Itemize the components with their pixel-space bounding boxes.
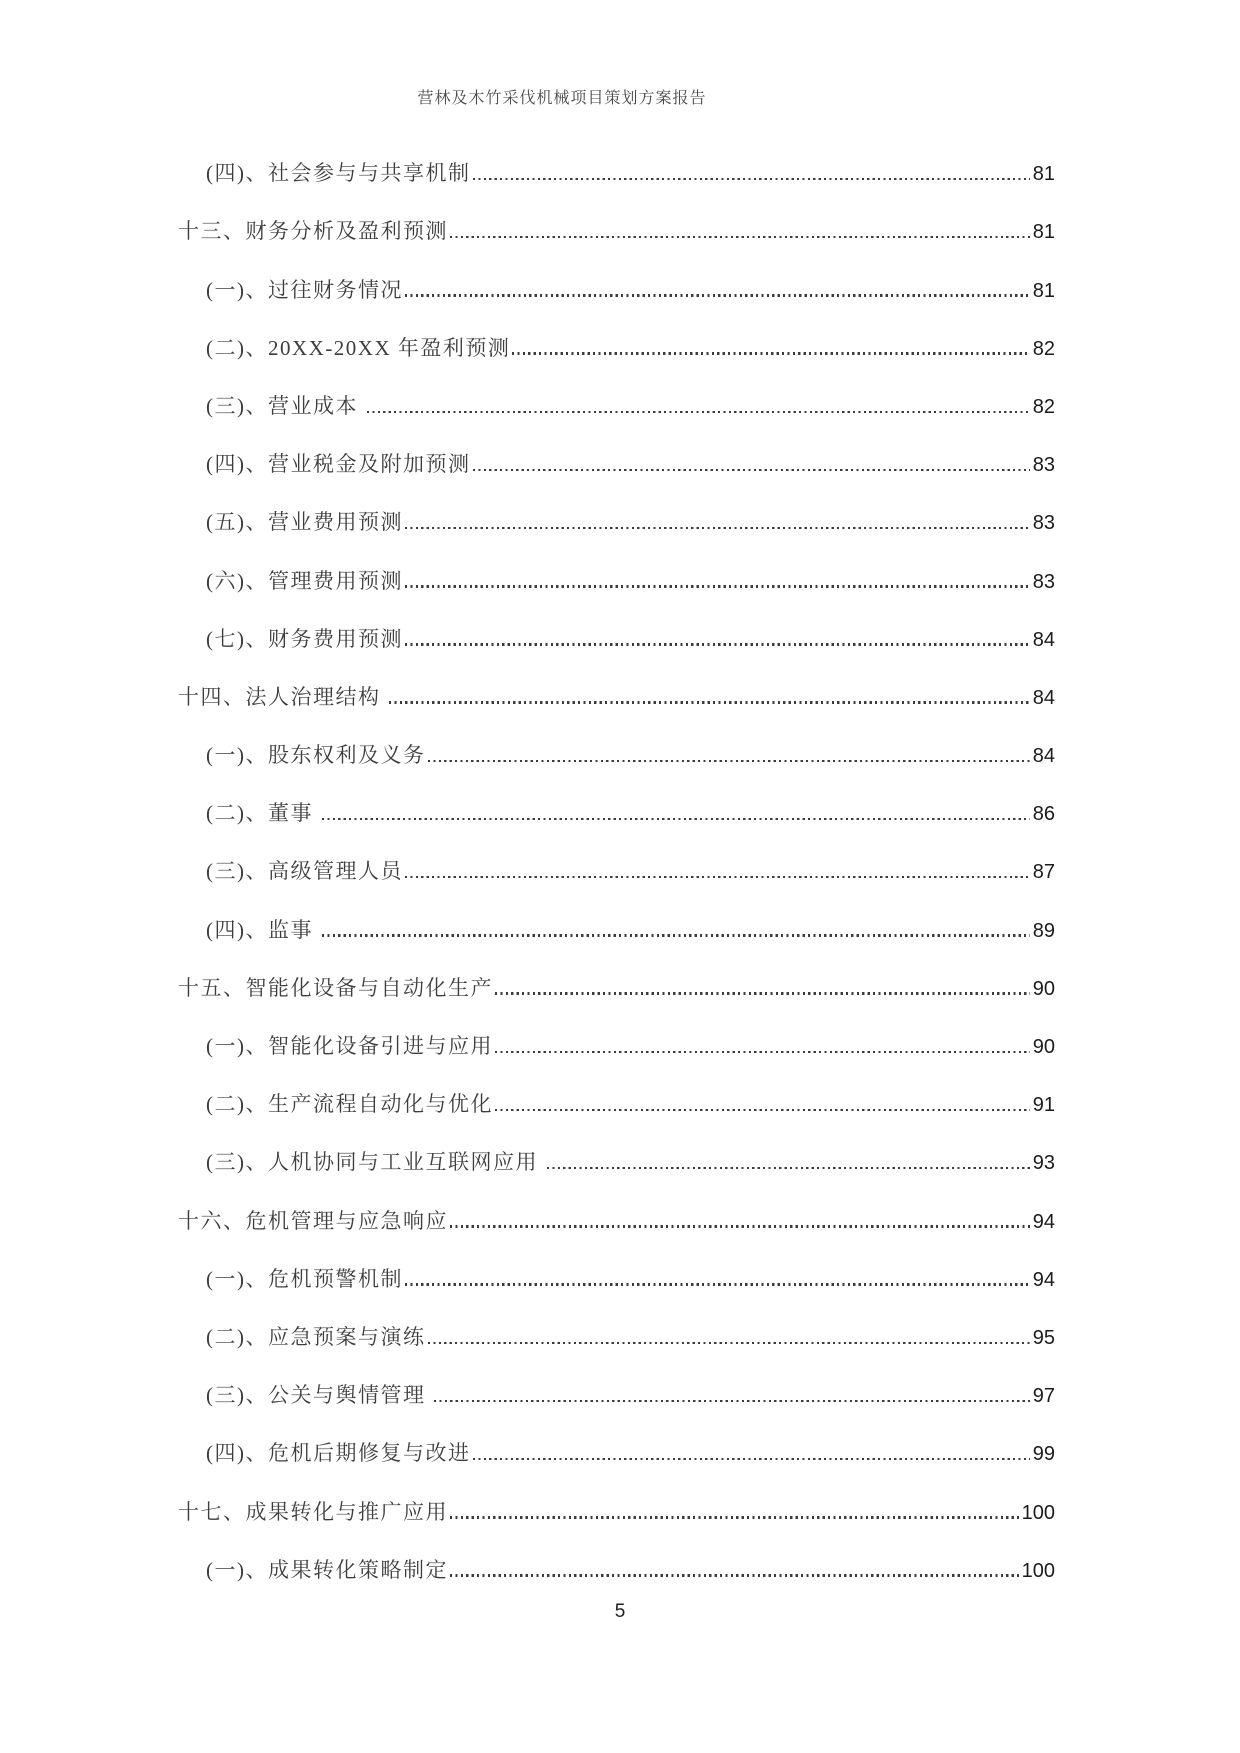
toc-dot-leader [389, 701, 1030, 703]
toc-entry[interactable] [178, 1130, 1055, 1188]
toc-dot-leader [495, 1051, 1030, 1053]
toc-entry[interactable] [178, 1014, 1055, 1072]
toc-dot-leader [405, 643, 1030, 645]
toc-entry-label: (一)、过往财务情况 [206, 277, 403, 302]
toc-dot-leader [450, 1225, 1030, 1227]
toc-entry-label: (三)、人机协同与工业互联网应用 [206, 1150, 545, 1175]
toc-entry-label: (三)、公关与舆情管理 [206, 1383, 433, 1408]
toc-entry[interactable] [178, 1479, 1055, 1537]
toc-entry-page-number: 82 [1032, 337, 1055, 360]
toc-entry-label: (四)、营业税金及附加预测 [206, 452, 471, 477]
toc-entry-page-number: 83 [1032, 570, 1055, 593]
toc-entry[interactable] [178, 897, 1055, 955]
toc-entry-label: (一)、成果转化策略制定 [206, 1557, 448, 1582]
footer-page-number: 5 [614, 1601, 626, 1622]
toc-dot-leader [405, 876, 1030, 878]
toc-entry-label: (三)、高级管理人员 [206, 859, 403, 884]
toc-dot-leader [367, 411, 1030, 413]
toc-entry-page-number: 95 [1032, 1326, 1055, 1349]
toc-dot-leader [322, 934, 1030, 936]
toc-dot-leader [547, 1167, 1030, 1169]
toc-dot-leader [322, 818, 1030, 820]
toc-entry[interactable] [178, 374, 1055, 432]
toc-entry-page-number: 83 [1032, 512, 1055, 535]
toc-entry-label: (一)、股东权利及义务 [206, 743, 426, 768]
toc-entry-label: 十六、危机管理与应急响应 [178, 1208, 448, 1233]
toc-entry-page-number: 100 [1021, 1559, 1055, 1582]
toc-entry[interactable] [178, 665, 1055, 723]
toc-entry-label: (三)、营业成本 [206, 393, 365, 418]
toc-entry-page-number: 84 [1032, 745, 1055, 768]
toc-entry[interactable] [178, 1188, 1055, 1246]
toc-dot-leader [434, 1400, 1030, 1402]
toc-entry-page-number: 86 [1032, 803, 1055, 826]
toc-entry-label: 十三、财务分析及盈利预测 [178, 219, 448, 244]
toc-entry-label: (二)、生产流程自动化与优化 [206, 1092, 493, 1117]
toc-entry-label: (五)、营业费用预测 [206, 510, 403, 535]
toc-entry[interactable] [178, 257, 1055, 315]
toc-dot-leader [405, 1283, 1030, 1285]
toc-entry-page-number: 82 [1032, 395, 1055, 418]
toc-entry-page-number: 81 [1032, 163, 1055, 186]
toc-entry-label: (二)、应急预案与演练 [206, 1324, 426, 1349]
toc-dot-leader [495, 1109, 1030, 1111]
toc-dot-leader [450, 1574, 1019, 1576]
toc-entry-label: 十五、智能化设备与自动化生产 [178, 975, 493, 1000]
toc-dot-leader [473, 469, 1030, 471]
toc-dot-leader [495, 992, 1030, 994]
toc-entry[interactable] [178, 1072, 1055, 1130]
toc-entry-page-number: 84 [1032, 628, 1055, 651]
toc-entry-label: (一)、危机预警机制 [206, 1266, 403, 1291]
toc-entry-page-number: 93 [1032, 1152, 1055, 1175]
toc-entry[interactable] [178, 956, 1055, 1014]
toc-entry-label: (七)、财务费用预测 [206, 626, 403, 651]
toc-entry-page-number: 81 [1032, 279, 1055, 302]
toc-entry-page-number: 90 [1032, 1036, 1055, 1058]
toc-dot-leader [405, 585, 1030, 587]
toc-entry-page-number: 81 [1032, 221, 1055, 244]
toc-entry-label: (一)、智能化设备引进与应用 [206, 1034, 493, 1058]
toc-entry[interactable] [178, 1538, 1055, 1596]
toc-entry[interactable] [178, 839, 1055, 897]
toc-entry-label: (四)、危机后期修复与改进 [206, 1441, 471, 1466]
toc-entry-page-number: 94 [1032, 1210, 1055, 1233]
toc-entry[interactable] [178, 432, 1055, 490]
toc-entry-label: (二)、董事 [206, 801, 320, 826]
toc-entry[interactable] [178, 490, 1055, 548]
toc-entry-page-number: 94 [1032, 1268, 1055, 1291]
toc-entry-page-number: 97 [1032, 1385, 1055, 1408]
toc-entry[interactable] [178, 1247, 1055, 1305]
toc-dot-leader [405, 294, 1030, 296]
toc-entry-label: (四)、监事 [206, 917, 320, 942]
toc-dot-leader [473, 178, 1030, 180]
toc-entry[interactable] [178, 548, 1055, 606]
toc-entry-label: (四)、社会参与与共享机制 [206, 161, 471, 186]
toc-dot-leader [450, 236, 1030, 238]
toc-entry-page-number: 90 [1032, 977, 1055, 1000]
toc-entry[interactable] [178, 723, 1055, 781]
toc-entry-label: (六)、管理费用预测 [206, 568, 403, 593]
toc-dot-leader [473, 1458, 1030, 1460]
toc-entry-page-number: 99 [1032, 1443, 1055, 1466]
toc-entry-page-number: 89 [1032, 919, 1055, 942]
toc-entry-page-number: 84 [1032, 686, 1055, 709]
toc-entry[interactable] [178, 316, 1055, 374]
toc-entry-label: 十四、法人治理结构 [178, 684, 388, 709]
toc-entry[interactable] [178, 141, 1055, 199]
toc-entry[interactable] [178, 1363, 1055, 1421]
toc-dot-leader [512, 352, 1029, 354]
toc-entry-label: (二)、20XX-20XX 年盈利预测 [206, 335, 511, 360]
toc-entry-page-number: 83 [1032, 454, 1055, 477]
toc-entry[interactable] [178, 199, 1055, 257]
toc-dot-leader [428, 760, 1030, 762]
toc-entry[interactable] [178, 781, 1055, 839]
toc-entry[interactable] [178, 1421, 1055, 1479]
toc-dot-leader [428, 1342, 1030, 1344]
toc-entry-label: 十七、成果转化与推广应用 [178, 1499, 448, 1524]
toc-entry-page-number: 100 [1021, 1501, 1055, 1524]
toc-dot-leader [405, 527, 1030, 529]
toc-entry[interactable] [178, 1305, 1055, 1363]
toc-dot-leader [450, 1516, 1019, 1518]
toc-entry-page-number: 91 [1032, 1094, 1055, 1117]
toc-entry-page-number: 87 [1032, 861, 1055, 884]
document-header-title: 营林及木竹采伐机械项目策划方案报告 [417, 90, 707, 107]
toc-entry[interactable] [178, 607, 1055, 665]
table-of-contents [178, 141, 1055, 1596]
